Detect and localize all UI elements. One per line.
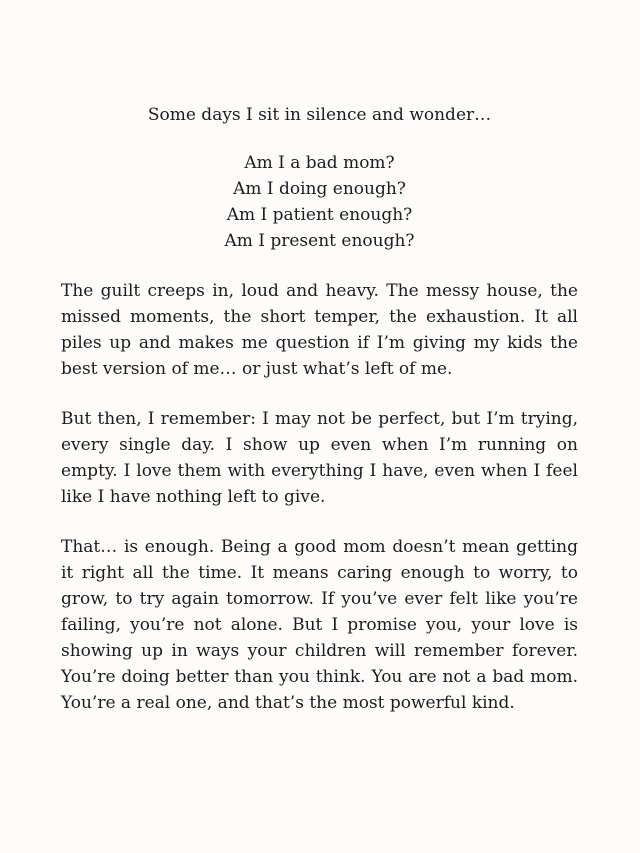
paragraph-guilt: The guilt creeps in, loud and heavy. The messy house, the missed moments, the short temper, the exhaustion. It all piles up and makes me question if I’m giving my kids the best version of me… or just what’s left of me. — [61, 281, 578, 379]
paragraph-remember: But then, I remember: I may not be perfect, but I’m trying, every single day. I show up even when I’m running on empty. I love them with everything I have, even when I feel like I have nothing left to give. — [61, 409, 578, 507]
question-line: Am I doing enough? — [233, 179, 406, 199]
question-line: Am I present enough? — [224, 231, 415, 251]
question-list — [61, 150, 578, 254]
paragraph-enough: That… is enough. Being a good mom doesn’t mean getting it right all the time. It means caring enough to worry, to grow, to try again tomorrow. If you’ve ever felt like you’re failing, you’re not alone. But I promise you, your love is showing up in ways your children will remember forever. You’re doing better than you think. You are not a bad mom. You’re a real one, and that’s the most powerful kind. — [61, 537, 578, 713]
intro-line: Some days I sit in silence and wonder… — [147, 105, 492, 125]
document-page — [61, 102, 578, 740]
question-line: Am I patient enough? — [226, 205, 413, 225]
question-line: Am I a bad mom? — [244, 153, 395, 173]
